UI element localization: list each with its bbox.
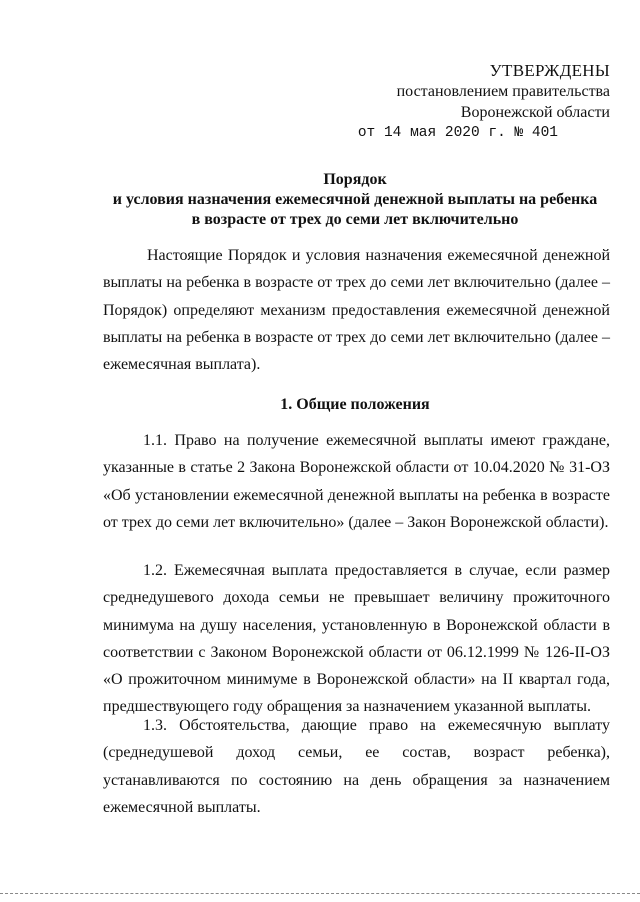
- approval-line-1: постановлением правительства: [396, 83, 610, 100]
- approval-line-2: Воронежской области: [460, 104, 610, 121]
- document-title: [100, 170, 610, 230]
- approval-stamp: [358, 60, 610, 144]
- paragraph-1-3: 1.3. Обстоятельства, дающие право на ежемесячную выплату (среднедушевой доход семьи, ее состав, возраст ребенка), устанавливаются по состоянию на день обращения за назначением ежемесячной выплаты.: [103, 717, 610, 816]
- section-heading: 1. Общие положения: [280, 396, 430, 413]
- approval-date: от 14 мая 2020 г. № 401: [357, 125, 558, 141]
- paragraph-1-1: 1.1. Право на получение ежемесячной выплаты имеют граждане, указанные в статье 2 Закона Воронежской области от 10.04.2020 № 31-ОЗ «Об установлении ежемесячной денежной выплаты на ребенка в возрасте от трех до семи лет включительно» (далее – Закон Воронежской области).: [103, 432, 610, 531]
- paragraph-1-2: 1.2. Ежемесячная выплата предоставляется в случае, если размер среднедушевого дохода семьи не превышает величину прожиточного минимума на душу населения, установленную в Воронежской области в соответствии с Законом Воронежской области от 06.12.1999 № 126-II-ОЗ «О прожиточном минимуме в Воронежской области» на II квартал года, предшествующего году обращения за назначением указанной выплаты.: [103, 562, 610, 716]
- approval-heading: УТВЕРЖДЕНЫ: [489, 61, 610, 80]
- title-line-1: Порядок: [323, 171, 387, 188]
- intro-paragraph: Настоящие Порядок и условия назначения ежемесячной денежной выплаты на ребенка в возрасте от трех до семи лет включительно (далее – Порядок) определяют механизм предоставления ежемесячной денежной выплаты на ребенка в возрасте от трех до семи лет включительно (далее – ежемесячная выплата).: [103, 247, 610, 374]
- title-line-2: и условия назначения ежемесячной денежной выплаты на ребенка: [112, 191, 598, 208]
- page-divider: [0, 893, 640, 895]
- title-line-3: в возрасте от трех до семи лет включительно: [191, 211, 519, 228]
